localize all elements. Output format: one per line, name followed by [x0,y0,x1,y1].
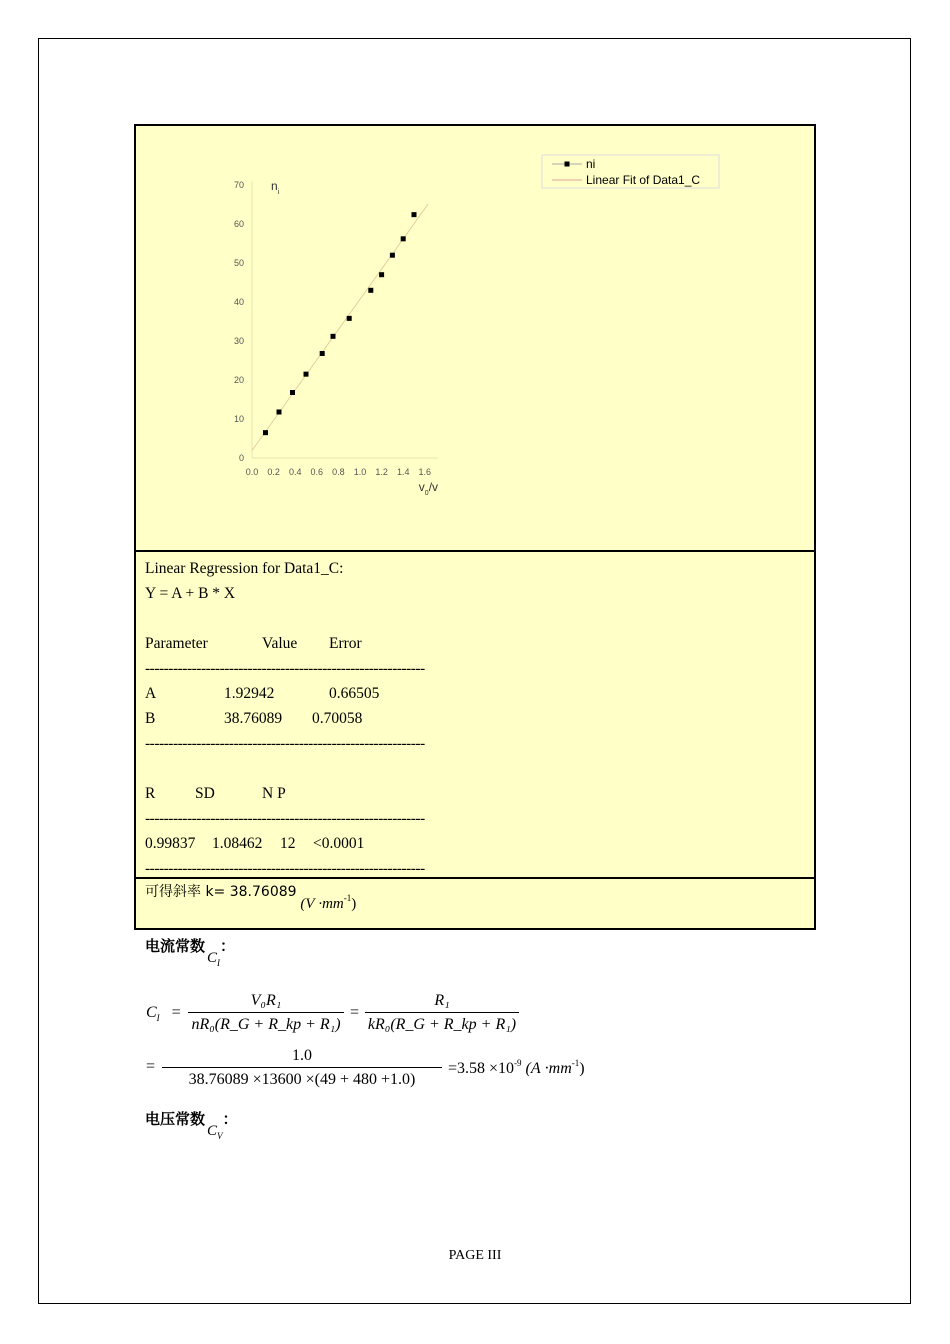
data-point [263,430,268,435]
result-panel [134,877,816,930]
stat-sd: 1.08462 [212,835,263,852]
current-constant-heading: 电流常数$C_I$： [145,937,236,968]
param-value: 38.76089 [224,710,283,727]
x-tick-label: 1.0 [353,467,367,477]
stat-row [145,831,814,856]
y-tick-label: 70 [233,180,244,190]
header-error: Error [329,635,362,652]
data-point [390,253,395,258]
y-tick-label: 0 [238,453,244,463]
x-tick-label: 1.6 [418,467,432,477]
scatter-chart [136,126,814,550]
data-point [401,236,406,241]
stat-header-row [145,781,814,806]
divider: ------------------------------------------------------------ [145,860,425,877]
x-tick-label: 1.4 [396,467,410,477]
fraction-1: V₀R₁ nR₀(R_G + R_kp + R₁) [188,990,344,1037]
data-point [347,316,352,321]
y-tick-label: 60 [233,219,244,229]
header-value: Value [262,635,298,652]
slope-unit: $(V \cdot mm^{-1})$ [300,893,357,912]
header-np: N P [262,785,286,802]
voltage-constant-heading: 电压常数$C_V$： [145,1110,238,1141]
param-row-b [145,706,814,731]
x-tick-label: 0.6 [310,467,324,477]
param-name: A [145,685,157,702]
header-r: R [145,785,156,802]
stat-p: <0.0001 [313,835,365,852]
x-tick-label: 0.4 [288,467,302,477]
x-tick-label: 1.2 [375,467,388,477]
param-header-row [145,631,814,656]
stat-r: 0.99837 [145,835,196,852]
param-error: 0.70058 [312,710,363,727]
param-row-a [145,681,814,706]
regression-panel [134,550,816,879]
slope-text: 可得斜率 k= 38.76089 [145,884,297,900]
data-point [412,212,417,217]
divider: ------------------------------------------------------------ [145,810,425,827]
chart-panel [134,124,816,552]
x-tick-label: 0.0 [245,467,259,477]
x-tick-label: 0.2 [267,467,280,477]
fraction-3: 1.0 38.76089 ×13600 ×(49 + 480 +1.0) [162,1045,442,1092]
ci-result: $=3.58 \times 10^{-9}$ $(A \cdot mm^{-1})$ [448,1058,585,1077]
y-tick-label: 10 [233,414,244,424]
data-point [304,372,309,377]
cv-symbol: $C_V$ [207,1123,223,1141]
regression-title: Linear Regression for Data1_C: [145,560,344,577]
stat-n: 12 [280,835,296,852]
page-footer: PAGE III [448,1248,502,1263]
fraction-2: R₁ kR₀(R_G + R_kp + R₁) [365,990,519,1037]
legend-label-ni: ni [586,157,596,171]
y-tick-label: 50 [233,258,244,268]
ci-lhs: $C_I$ = [146,1004,181,1023]
divider: ------------------------------------------------------------ [145,660,425,677]
x-axis-label: $v_0/v$ [418,480,439,497]
y-tick-label: 20 [233,375,244,385]
param-value: 1.92942 [224,685,275,702]
header-sd: SD [195,785,215,802]
x-tick-label: 0.8 [332,467,345,477]
legend-marker [565,162,570,167]
header-parameter: Parameter [145,635,208,652]
regression-equation: Y = A + B * X [145,585,236,602]
y-tick-label: 40 [233,297,244,307]
legend-label-fit: Linear Fit of Data1_C [586,173,701,187]
y-axis-label: $n_i$ [271,179,280,196]
data-point [277,409,282,414]
ci-symbol: $C_I$ [207,950,221,968]
data-point [290,390,295,395]
data-point [320,351,325,356]
data-point [379,272,384,277]
param-name: B [145,710,156,727]
divider: ------------------------------------------------------------ [145,735,425,752]
data-point [368,288,373,293]
y-tick-label: 30 [233,336,244,346]
param-error: 0.66505 [329,685,380,702]
data-point [331,334,336,339]
